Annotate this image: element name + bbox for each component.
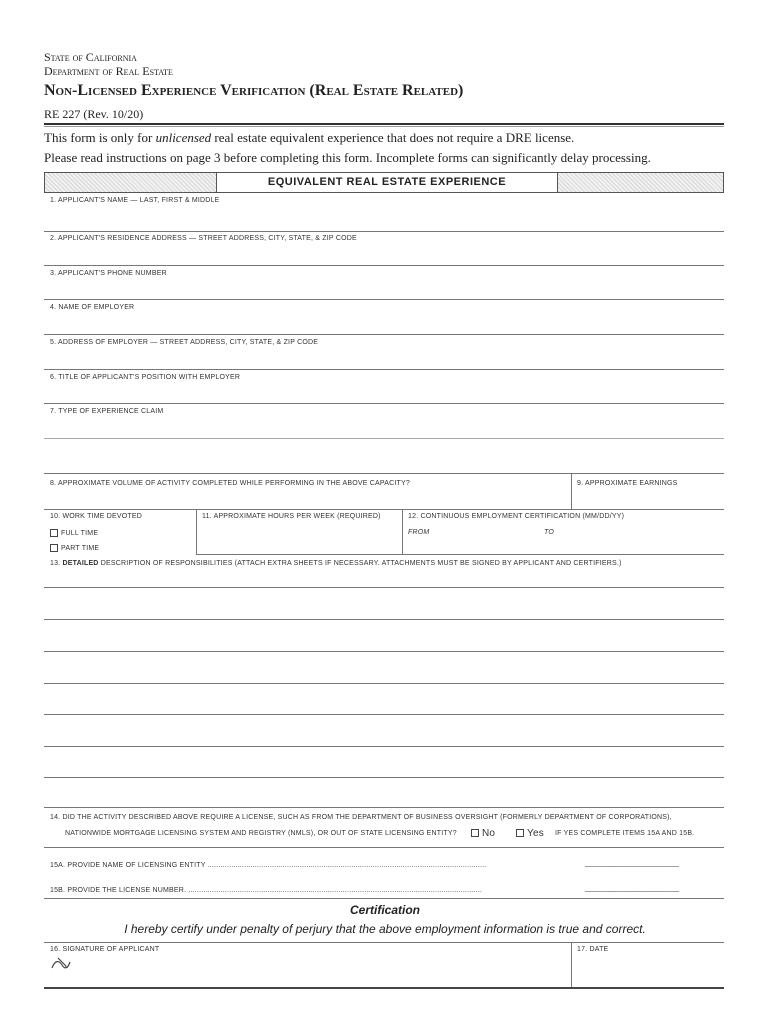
agency-line-2: Department of Real Estate [44,64,173,78]
field-11-12-divider [402,509,403,555]
field-13-line-7[interactable] [44,777,724,778]
field-1-label: 1. APPLICANT'S NAME — LAST, FIRST & MIDDLE [50,197,220,204]
field-14-line-2: NATIONWIDE MORTGAGE LICENSING SYSTEM AND REGISTRY (NMLS), OR OUT OF STATE LICENSING ENTITY? [65,830,457,837]
intro-line-1: This form is only for unlicensed real estate equivalent experience that does not require a DRE license. [44,130,575,145]
field-3-input[interactable] [44,299,724,300]
field-13-line-4[interactable] [44,683,724,684]
certification-text: I hereby certify under penalty of perjury that the above employment information is true and correct. [124,922,646,936]
field-6-input[interactable] [44,403,724,404]
field-11-label: 11. APPROXIMATE HOURS PER WEEK (REQUIRED) [202,513,381,520]
field-16-label: 16. SIGNATURE OF APPLICANT [50,946,160,953]
field-17-label: 17. DATE [577,946,609,953]
field-15-bottom [44,898,724,899]
full-time-option[interactable]: FULL TIME [50,529,98,537]
field-2-label: 2. APPLICANT'S RESIDENCE ADDRESS — STREET ADDRESS, CITY, STATE, & ZIP CODE [50,235,357,242]
field-8-label: 8. APPROXIMATE VOLUME OF ACTIVITY COMPLETED WHILE PERFORMING IN THE ABOVE CAPACITY? [50,480,410,487]
signature-pen-icon[interactable] [50,956,72,970]
field-15a-input[interactable]: _______________________ [585,860,680,867]
field-14-no-checkbox[interactable] [471,829,479,837]
field-9-label: 9. APPROXIMATE EARNINGS [577,480,678,487]
form-bottom-rule [44,987,724,989]
field-14-bottom [44,847,724,848]
field-12-from: FROM [408,529,430,536]
field-6-label: 6. TITLE OF APPLICANT'S POSITION WITH EMPLOYER [50,374,241,381]
field-2-input[interactable] [44,265,724,266]
field-13-line-1[interactable] [44,587,724,588]
field-5-label: 5. ADDRESS OF EMPLOYER — STREET ADDRESS, CITY, STATE, & ZIP CODE [50,339,319,346]
field-13-label: 13. DETAILED DESCRIPTION OF RESPONSIBILITIES (ATTACH EXTRA SHEETS IF NECESSARY. ATTACHMENTS MUST BE SIGNED BY APPLICANT AND CERTIFIERS.) [50,560,622,567]
agency-line-1: State of California [44,50,137,64]
field-13-bottom [44,807,724,808]
field-14-line-1: 14. DID THE ACTIVITY DESCRIBED ABOVE REQUIRE A LICENSE, SUCH AS FROM THE DEPARTMENT OF BUSINESS OVERSIGHT (FORMERLY DEPARTMENT OF CORPORATIONS), [50,814,672,821]
field-3-label: 3. APPLICANT'S PHONE NUMBER [50,270,167,277]
field-10-11-divider [196,509,197,555]
field-12-to: TO [544,529,554,536]
field-15b-label: 15B. PROVIDE THE LICENSE NUMBER. ......................................................................................................................................... [50,887,483,894]
field-13-line-2[interactable] [44,619,724,620]
section-header-band [44,172,724,193]
certification-title: Certification [349,903,420,917]
certification-bottom [44,942,724,943]
field-4-label: 4. NAME OF EMPLOYER [50,304,135,311]
part-time-checkbox[interactable] [50,544,58,552]
field-1-input[interactable] [44,231,724,232]
field-13-line-6[interactable] [44,746,724,747]
header-rule [44,123,724,125]
field-7-input-line-1[interactable] [44,438,724,439]
form-revision: RE 227 (Rev. 10/20) [44,107,144,121]
field-15a-label: 15A. PROVIDE NAME OF LICENSING ENTITY .................................................................................................................................. [50,862,487,869]
field-14-yes-checkbox[interactable] [516,829,524,837]
part-time-option[interactable]: PART TIME [50,544,99,552]
field-16-17-divider [571,942,572,988]
form-title: Non-Licensed Experience Verification (Real Estate Related) [44,82,464,99]
field-11-12-bottom [196,554,724,555]
field-15b-input[interactable]: _______________________ [585,885,680,892]
field-8-9-divider [571,473,572,510]
field-13-line-5[interactable] [44,714,724,715]
field-14-no-option[interactable]: No [471,828,495,839]
field-8-9-bottom[interactable] [44,509,724,510]
field-7-input-line-2[interactable] [44,473,724,474]
field-7-label: 7. TYPE OF EXPERIENCE CLAIM [50,408,164,415]
field-13-line-3[interactable] [44,651,724,652]
field-14-yes-option[interactable]: Yes [516,828,544,839]
field-5-input[interactable] [44,369,724,370]
full-time-checkbox[interactable] [50,529,58,537]
field-10-label: 10. WORK TIME DEVOTED [50,513,142,520]
header-rule-thin [44,126,724,127]
intro-line-2: Please read instructions on page 3 before completing this form. Incomplete forms can significantly delay processing. [44,150,651,165]
field-12-label: 12. CONTINUOUS EMPLOYMENT CERTIFICATION (MM/DD/YY) [408,513,625,520]
field-14-note: IF YES COMPLETE ITEMS 15A AND 15B. [555,830,695,837]
section-title: EQUIVALENT REAL ESTATE EXPERIENCE [216,173,558,192]
field-4-input[interactable] [44,334,724,335]
